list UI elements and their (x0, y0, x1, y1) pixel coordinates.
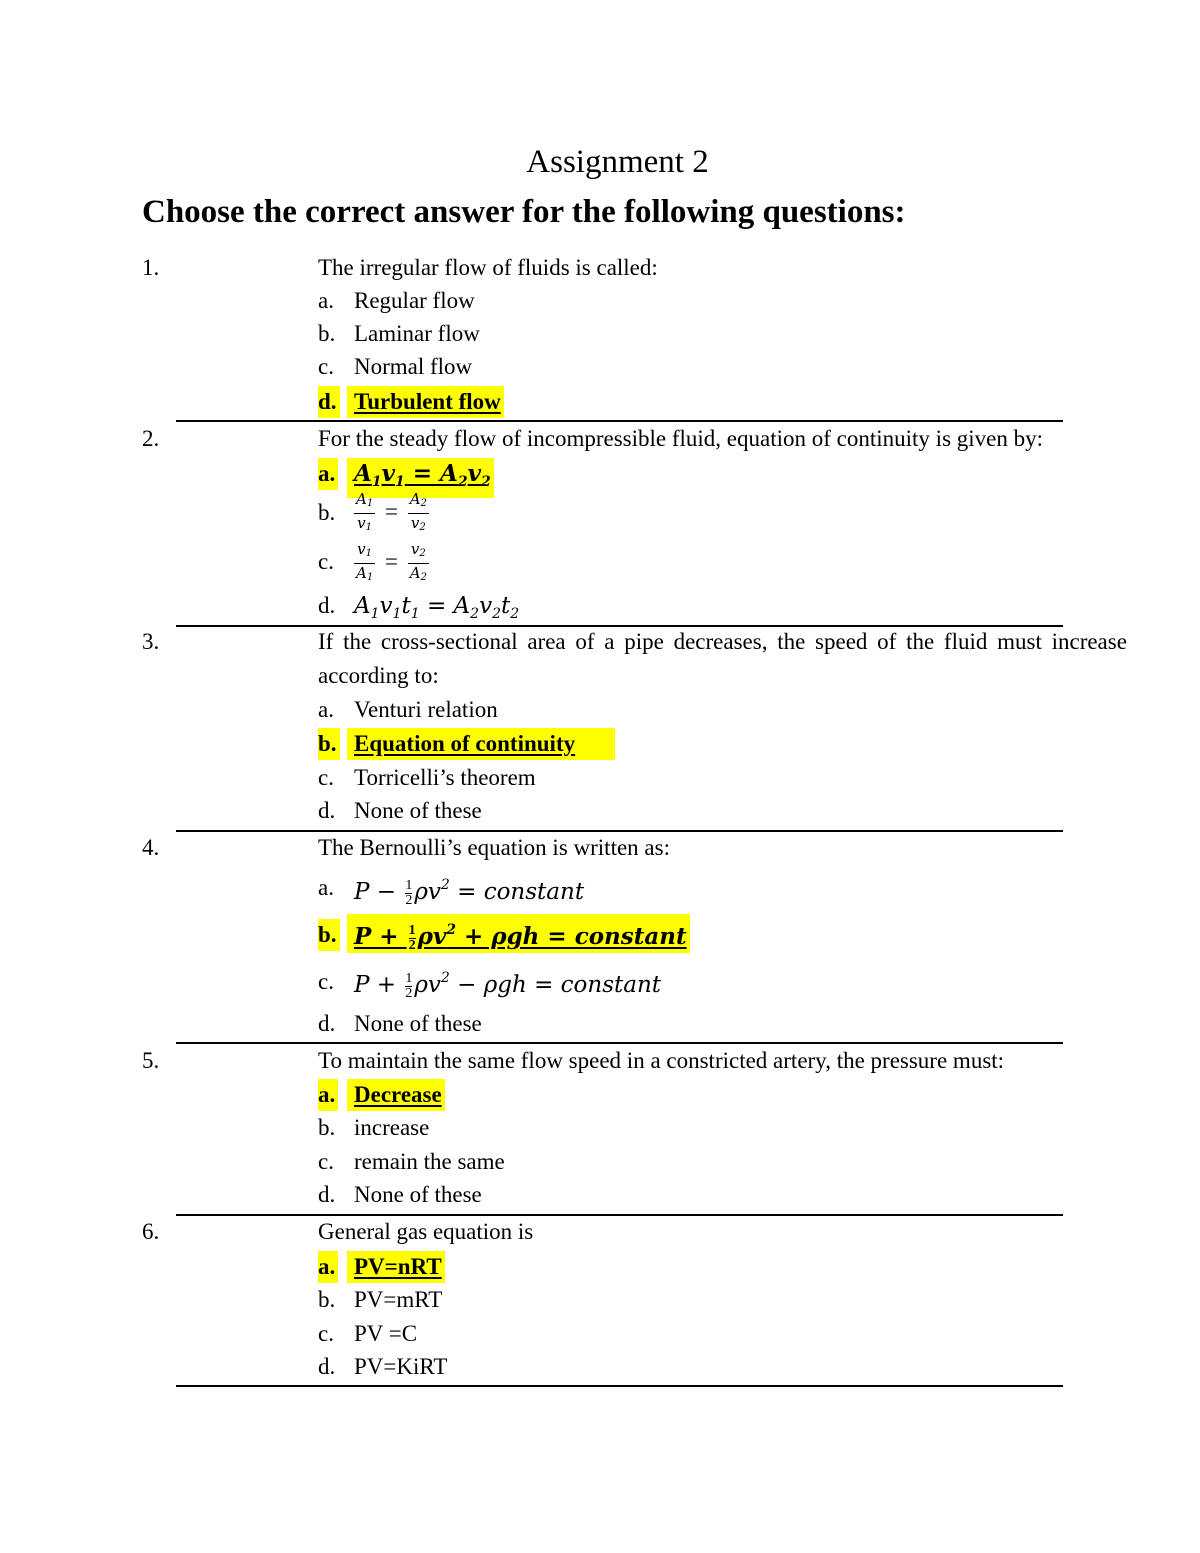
option-text: Torricelli’s theorem (354, 765, 536, 790)
question-1 (142, 252, 1062, 284)
option-text: Venturi relation (354, 697, 498, 722)
option-letter: d. (318, 1182, 336, 1207)
option-2c (142, 540, 1062, 584)
question-5 (142, 1045, 1062, 1077)
formula-bernoulli-minus-pgh: P + $\frac{1}{2}$ $\rho v^2 - \rho gh$ = constant (354, 970, 662, 1001)
question-3 (142, 626, 1127, 658)
option-4a (142, 869, 1062, 909)
option-text: PV=mRT (354, 1287, 443, 1312)
highlight-letter: a. (318, 1251, 338, 1283)
question-text: To maintain the same flow speed in a constricted artery, the pressure must: (318, 1048, 1005, 1073)
option-letter: c. (318, 1149, 334, 1174)
option-text: remain the same (354, 1149, 505, 1174)
question-text-line1: If the cross-sectional area of a pipe decreases, the speed of the fluid must increase (318, 629, 1127, 654)
divider (176, 1385, 1063, 1387)
option-4c (142, 962, 1062, 1002)
option-letter: a. (318, 697, 334, 722)
question-number: 1. (142, 255, 160, 280)
option-4b-correct (142, 914, 1062, 954)
option-letter: b. (318, 321, 336, 346)
question-6 (142, 1216, 1062, 1248)
question-number: 4. (142, 835, 160, 860)
option-text: PV =C (354, 1321, 418, 1346)
option-letter: d. (318, 1011, 336, 1036)
page-title: Assignment 2 (526, 144, 709, 180)
highlight-letter: b. (318, 919, 340, 951)
option-text: PV=KiRT (354, 1354, 448, 1379)
option-letter: c. (318, 1321, 334, 1346)
option-text: None of these (354, 1011, 482, 1036)
question-text-line2: according to: (318, 663, 439, 688)
option-letter: d. (318, 593, 336, 618)
formula-fraction-v-over-a: $\frac{v_1}{A_1}$ = $\frac{v_2}{A_2}$ (356, 540, 427, 583)
option-letter: d. (318, 1354, 336, 1379)
option-letter: b. (318, 500, 336, 525)
option-text: Decrease (347, 1079, 445, 1111)
question-text: The irregular flow of fluids is called: (318, 255, 658, 280)
option-letter: a. (318, 875, 334, 900)
question-number: 6. (142, 1219, 160, 1244)
option-letter: b. (318, 1287, 336, 1312)
formula-bernoulli-correct: P + $\frac{1}{2}$ $\rho v^2 + \rho gh$ = constant (347, 914, 690, 953)
option-text: Normal flow (354, 354, 473, 379)
divider (176, 420, 1063, 422)
question-number: 5. (142, 1048, 160, 1073)
option-text: Equation of continuity (347, 728, 615, 760)
question-4 (142, 832, 1062, 864)
formula-fraction-a-over-v: $\frac{A_1}{v_1}$ = $\frac{A_2}{v_2}$ (356, 490, 427, 533)
option-letter: c. (318, 969, 334, 994)
option-text: None of these (354, 1182, 482, 1207)
question-text: The Bernoulli’s equation is written as: (318, 835, 670, 860)
option-text: Laminar flow (354, 321, 480, 346)
formula-a1v1-a2v2: $A_1v_1 = A_2v_2$ (347, 458, 494, 498)
question-text: For the steady flow of incompressible fluid, equation of continuity is given by: (318, 426, 1044, 451)
option-letter: c. (318, 354, 334, 379)
highlight-letter: a. (318, 1079, 338, 1111)
option-letter: c. (318, 549, 334, 574)
option-letter: b. (318, 1115, 336, 1140)
question-text: General gas equation is (318, 1219, 534, 1244)
question-2 (142, 423, 1062, 455)
highlight-letter: a. (318, 458, 338, 490)
question-number: 2. (142, 426, 160, 451)
instructions: Choose the correct answer for the following questions: (142, 194, 906, 230)
option-letter: a. (318, 288, 334, 313)
divider (176, 1042, 1063, 1044)
highlight-letter: b. (318, 728, 340, 760)
question-number: 3. (142, 629, 160, 654)
option-text: Regular flow (354, 288, 475, 313)
formula-bernoulli-minus: P − $\frac{1}{2}$ $\rho v^2$ = constant (354, 877, 585, 908)
option-2b (142, 490, 1062, 534)
option-text: increase (354, 1115, 430, 1140)
highlight-letter: d. (318, 386, 340, 418)
formula-a1v1t1: $A_1v_1t_1 = A_2v_2t_2$ (354, 593, 520, 622)
option-text: None of these (354, 798, 482, 823)
option-letter: d. (318, 798, 336, 823)
option-letter: c. (318, 765, 334, 790)
option-text: Turbulent flow (347, 386, 504, 418)
option-text: PV=nRT (347, 1251, 445, 1283)
